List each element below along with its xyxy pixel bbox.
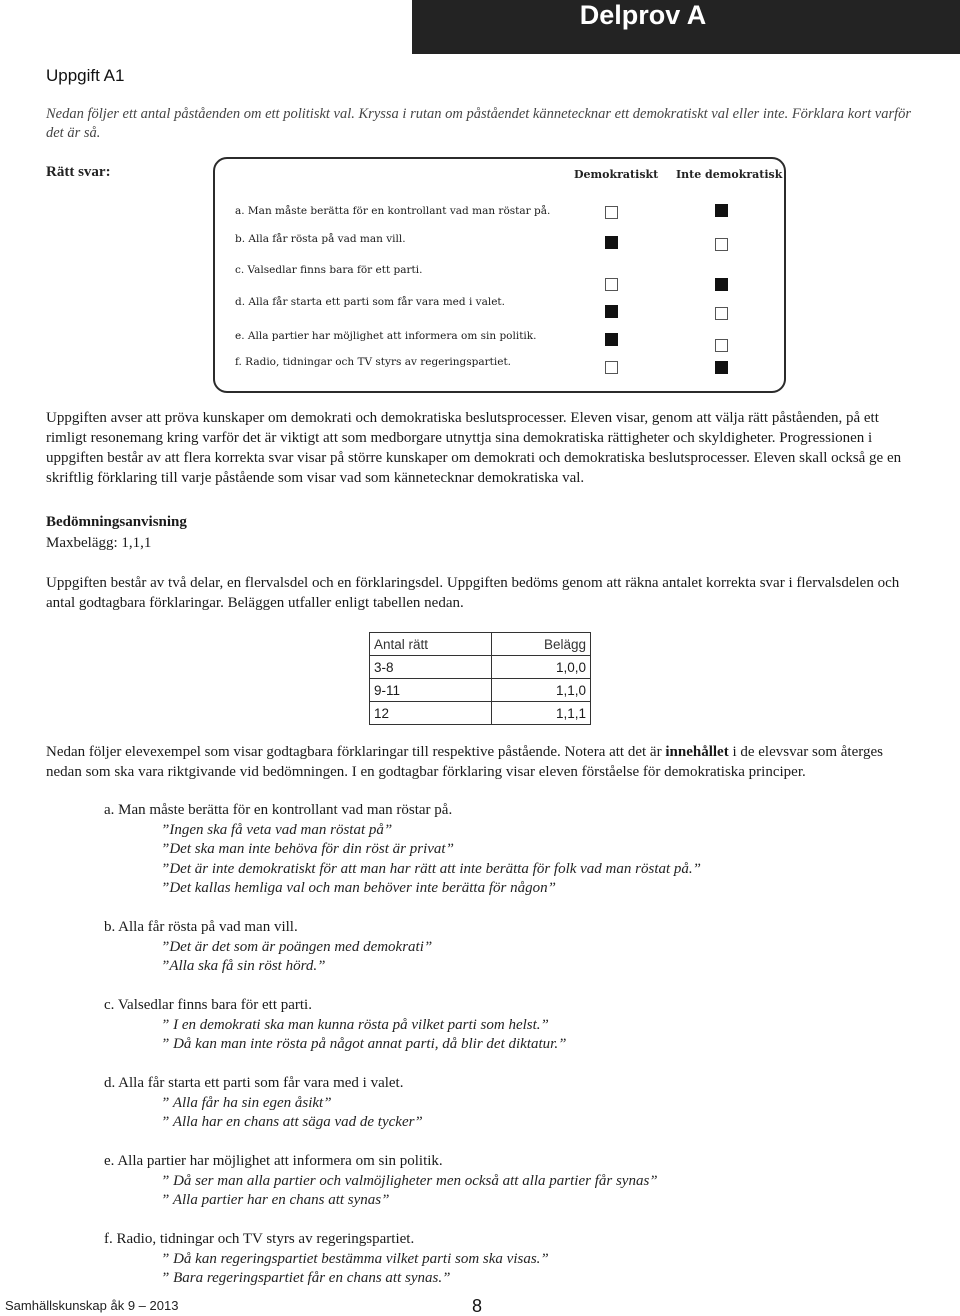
- examples-intro: [46, 742, 916, 782]
- example-statement: c. Valsedlar finns bara för ett parti.: [104, 997, 312, 1013]
- checked-box-demokratiskt: [605, 305, 618, 318]
- example-quote: ”Det är det som är poängen med demokrati”: [161, 938, 433, 955]
- empty-box-inte-demokratisk: [715, 307, 728, 320]
- examples-intro-text-1: Nedan följer elevexempel som visar godtagbara förklaringar till respektive påstående. Notera att det är: [46, 744, 666, 760]
- example-statement: a. Man måste berätta för en kontrollant vad man röstar på.: [104, 802, 453, 818]
- column-header-demokratiskt: Demokratiskt: [574, 168, 659, 181]
- empty-box-inte-demokratisk: [715, 238, 728, 251]
- score-table: [369, 632, 591, 725]
- max-score: Maxbelägg: 1,1,1: [46, 535, 152, 551]
- score-table-header-count: Antal rätt: [370, 633, 492, 656]
- score-table-row: [370, 656, 591, 679]
- answer-statement: d. Alla får starta ett parti som får vara med i valet.: [235, 296, 505, 308]
- answer-statement: c. Valsedlar finns bara för ett parti.: [235, 264, 423, 276]
- example-group: [104, 918, 924, 977]
- example-quote: ” Då ser man alla partier och valmöjligheter men också att alla partier får synas”: [161, 1172, 658, 1189]
- answer-statement: f. Radio, tidningar och TV styrs av regeringspartiet.: [235, 356, 511, 368]
- example-quote: ” Bara regeringspartiet får en chans att synas.”: [161, 1270, 451, 1286]
- score-table-cell-count: 12: [370, 702, 492, 725]
- empty-box-demokratiskt: [605, 361, 618, 374]
- score-table-header: [370, 633, 591, 656]
- example-quote: ”Det kallas hemliga val och man behöver inte berätta för någon”: [161, 880, 556, 896]
- assessment-heading: Bedömningsanvisning: [46, 514, 187, 530]
- task-intro: Nedan följer ett antal påståenden om ett politiskt val. Kryssa i rutan om påståendet kännetecknar ett demokratiskt val eller inte. Förklara kort varför det är så.: [46, 106, 912, 141]
- example-group: [104, 1074, 924, 1133]
- column-header-inte-demokratisk: Inte demokratisk: [676, 168, 783, 181]
- example-group: [104, 1230, 924, 1289]
- score-table-row: [370, 702, 591, 725]
- empty-box-demokratiskt: [605, 206, 618, 219]
- example-group: [104, 801, 924, 899]
- answer-statement: e. Alla partier har möjlighet att informera om sin politik.: [235, 330, 537, 342]
- example-quote: ” Alla får ha sin egen åsikt”: [161, 1094, 332, 1111]
- score-table-row: [370, 679, 591, 702]
- example-statement: f. Radio, tidningar och TV styrs av regeringspartiet.: [104, 1231, 415, 1247]
- score-table-header-grade: Belägg: [492, 633, 591, 656]
- example-quote: ”Alla ska få sin röst hörd.”: [161, 958, 326, 974]
- header-bar: [0, 0, 960, 54]
- task-title: Uppgift A1: [46, 66, 125, 85]
- example-quote: ” I en demokrati ska man kunna rösta på vilket parti som helst.”: [161, 1016, 549, 1033]
- score-table-cell-grade: 1,0,0: [492, 656, 591, 679]
- score-table-cell-grade: 1,1,1: [492, 702, 591, 725]
- student-examples: [104, 801, 924, 1308]
- answer-statement: a. Man måste berätta för en kontrollant vad man röstar på.: [235, 205, 551, 217]
- examples-intro-text-2: i de elevsvar som återges nedan som ska vara riktgivande vid bedömningen. I en godtagbar förklaring visar eleven förståelse för demokratiska principer.: [46, 744, 883, 780]
- page-title: Delprov A: [579, 0, 707, 30]
- example-quote: ”Ingen ska få veta vad man röstat på”: [161, 821, 393, 838]
- example-statement: e. Alla partier har möjlighet att informera om sin politik.: [104, 1153, 443, 1169]
- example-quote: ” Då kan man inte rösta på något annat parti, då blir det diktatur.”: [161, 1036, 567, 1052]
- empty-box-inte-demokratisk: [715, 339, 728, 352]
- empty-box-demokratiskt: [605, 278, 618, 291]
- checked-box-demokratiskt: [605, 236, 618, 249]
- example-group: [104, 1152, 924, 1211]
- example-statement: d. Alla får starta ett parti som får vara med i valet.: [104, 1075, 404, 1091]
- score-table-cell-grade: 1,1,0: [492, 679, 591, 702]
- checked-box-inte-demokratisk: [715, 204, 728, 217]
- footer-course: Samhällskunskap åk 9 – 2013: [5, 1298, 179, 1313]
- example-group: [104, 996, 924, 1055]
- example-quote: ”Det är inte demokratiskt för att man har rätt att inte berätta för folk vad man röstat på.”: [161, 860, 701, 877]
- example-quote: ” Alla har en chans att säga vad de tycker”: [161, 1114, 423, 1130]
- score-table-cell-count: 9-11: [370, 679, 492, 702]
- example-quote: ”Det ska man inte behöva för din röst är privat”: [161, 841, 454, 857]
- examples-intro-bold: innehållet: [665, 744, 729, 760]
- answer-statement: b. Alla får rösta på vad man vill.: [235, 233, 406, 245]
- score-table-cell-count: 3-8: [370, 656, 492, 679]
- checked-box-demokratiskt: [605, 333, 618, 346]
- assessment-description: Uppgiften består av två delar, en flervalsdel och en förklaringsdel. Uppgiften bedöms genom att räkna antalet korrekta svar i flervalsdelen och antal godtagbara förklaringar. Beläggen utfaller enligt tabellen nedan.: [46, 575, 900, 611]
- checked-box-inte-demokratisk: [715, 278, 728, 291]
- footer-page-number: 8: [472, 1296, 483, 1316]
- task-description: Uppgiften avser att pröva kunskaper om demokrati och demokratiska beslutsprocesser. Eleven visar, genom att välja rätt påståenden, på ett rimligt resonemang kring varför det är viktigt att som medborgare utnyttja sina demokratiska rättigheter och skyldigheter. Progressionen i uppgiften består av att flera korrekta svar visar på större kunskaper om demokrati och demokratiska beslutsprocesser. Eleven skall också ge en skriftlig förklaring till varje påstående som visar vad som kännetecknar demokratiska val.: [46, 410, 902, 486]
- header-tab: [412, 0, 960, 54]
- answer-key-box: [213, 157, 786, 393]
- example-statement: b. Alla får rösta på vad man vill.: [104, 919, 298, 935]
- example-quote: ” Då kan regeringspartiet bestämma vilket parti som ska visas.”: [161, 1250, 549, 1267]
- example-quote: ” Alla partier har en chans att synas”: [161, 1192, 390, 1208]
- answer-label: Rätt svar:: [46, 164, 111, 180]
- checked-box-inte-demokratisk: [715, 361, 728, 374]
